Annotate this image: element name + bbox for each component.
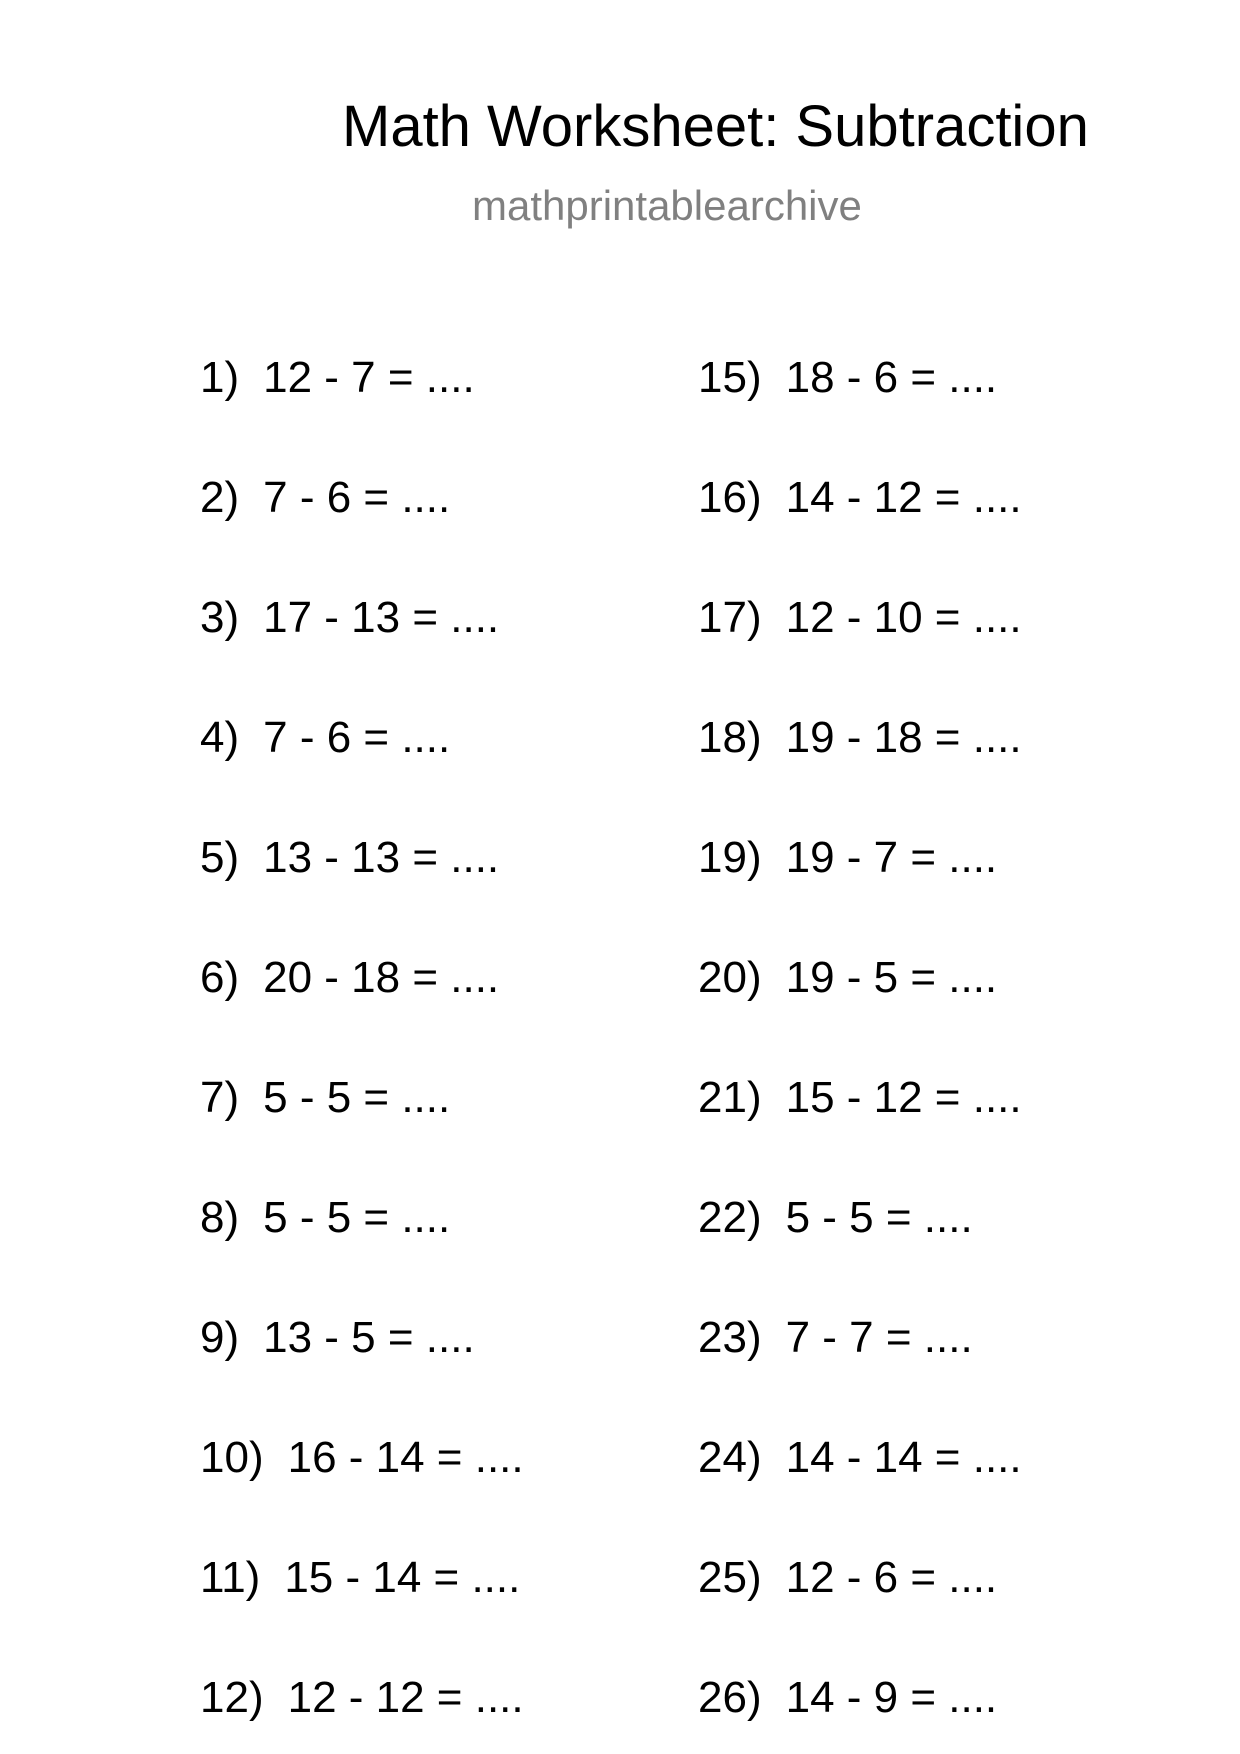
problem-number: 6) <box>200 953 240 1002</box>
problem-number: 9) <box>200 1313 240 1362</box>
problem-item <box>698 713 1022 762</box>
problem-item <box>200 1313 475 1362</box>
page-title: Math Worksheet: Subtraction <box>342 94 1089 159</box>
problem-number: 19) <box>698 833 762 882</box>
problem-number: 11) <box>200 1553 261 1602</box>
problem-number: 26) <box>698 1673 762 1722</box>
problem-number: 7) <box>200 1073 240 1122</box>
problem-number: 3) <box>200 593 240 642</box>
problem-number: 8) <box>200 1193 240 1242</box>
problem-item <box>200 833 500 882</box>
problem-expression: 12 - 10 = .... <box>785 593 1022 642</box>
problem-number: 23) <box>698 1313 762 1362</box>
problem-expression: 15 - 12 = .... <box>785 1073 1022 1122</box>
problem-item <box>200 473 451 522</box>
problem-item <box>698 833 998 882</box>
problem-number: 21) <box>698 1073 762 1122</box>
problem-expression: 12 - 6 = .... <box>785 1553 998 1602</box>
problem-item <box>200 953 500 1002</box>
problem-number: 1) <box>200 353 240 402</box>
problem-number: 25) <box>698 1553 762 1602</box>
problem-item <box>200 1553 521 1602</box>
problem-item <box>200 1073 451 1122</box>
problem-item <box>698 1433 1022 1482</box>
problem-expression: 14 - 9 = .... <box>785 1673 998 1722</box>
problem-item <box>698 1073 1022 1122</box>
problem-expression: 17 - 13 = .... <box>263 593 500 642</box>
source-subtitle: mathprintablearchive <box>472 182 862 229</box>
problem-expression: 19 - 7 = .... <box>785 833 998 882</box>
problem-number: 16) <box>698 473 762 522</box>
problem-number: 22) <box>698 1193 762 1242</box>
problem-expression: 7 - 6 = .... <box>263 713 451 762</box>
problem-number: 18) <box>698 713 762 762</box>
problem-item <box>698 1193 973 1242</box>
problem-item <box>200 713 451 762</box>
problem-expression: 5 - 5 = .... <box>785 1193 973 1242</box>
problem-item <box>698 353 998 402</box>
problem-expression: 19 - 18 = .... <box>785 713 1022 762</box>
problem-number: 10) <box>200 1433 264 1482</box>
problem-item <box>200 353 475 402</box>
problem-number: 5) <box>200 833 240 882</box>
problem-item <box>698 593 1022 642</box>
problem-number: 15) <box>698 353 762 402</box>
problem-expression: 5 - 5 = .... <box>263 1193 451 1242</box>
problem-item <box>200 593 500 642</box>
problem-number: 17) <box>698 593 762 642</box>
problem-expression: 14 - 12 = .... <box>785 473 1022 522</box>
problem-expression: 7 - 6 = .... <box>263 473 451 522</box>
problem-expression: 15 - 14 = .... <box>284 1553 521 1602</box>
problem-item <box>698 953 998 1002</box>
problem-item <box>698 1553 998 1602</box>
problem-expression: 19 - 5 = .... <box>785 953 998 1002</box>
problem-number: 2) <box>200 473 240 522</box>
problem-expression: 18 - 6 = .... <box>785 353 998 402</box>
problem-item <box>698 473 1022 522</box>
problem-expression: 12 - 12 = .... <box>287 1673 524 1722</box>
problem-item <box>200 1673 524 1722</box>
problem-expression: 20 - 18 = .... <box>263 953 500 1002</box>
problem-number: 12) <box>200 1673 264 1722</box>
problem-expression: 12 - 7 = .... <box>263 353 475 402</box>
problem-item <box>200 1193 451 1242</box>
problem-number: 4) <box>200 713 240 762</box>
problem-expression: 13 - 5 = .... <box>263 1313 475 1362</box>
problem-expression: 7 - 7 = .... <box>785 1313 973 1362</box>
problem-item <box>698 1673 998 1722</box>
problem-item <box>200 1433 524 1482</box>
problem-number: 24) <box>698 1433 762 1482</box>
problem-number: 20) <box>698 953 762 1002</box>
problem-expression: 5 - 5 = .... <box>263 1073 451 1122</box>
problem-expression: 13 - 13 = .... <box>263 833 500 882</box>
problem-item <box>698 1313 973 1362</box>
problem-expression: 14 - 14 = .... <box>785 1433 1022 1482</box>
problem-expression: 16 - 14 = .... <box>287 1433 524 1482</box>
